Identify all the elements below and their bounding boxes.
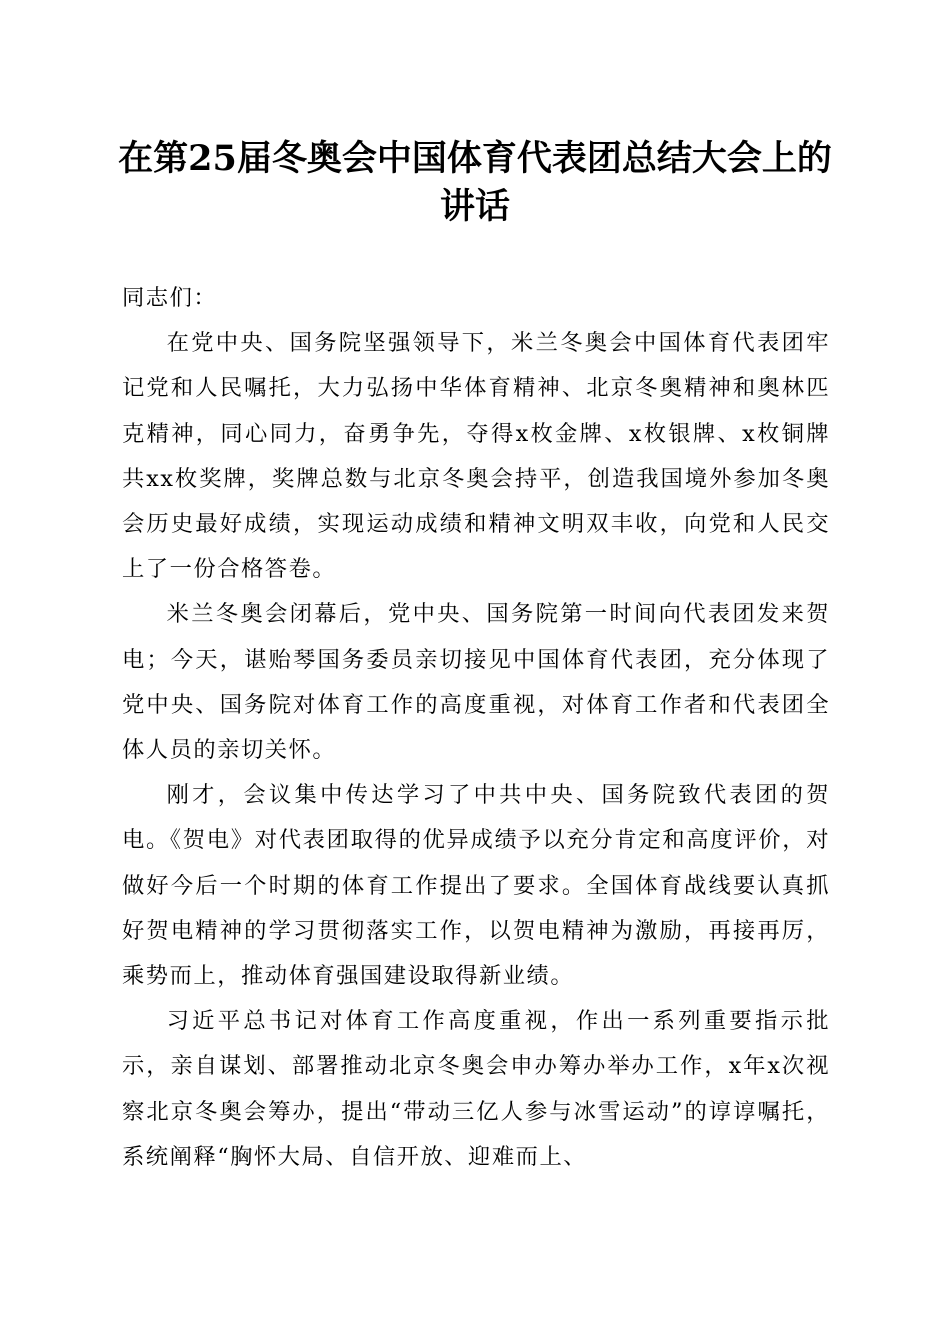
paragraph-4: 习近平总书记对体育工作高度重视，作出一系列重要指示批示，亲自谋划、部署推动北京冬奥会申办筹办举办工作，x年x次视察北京冬奥会筹办，提出“带动三亿人参与冰雪运动”的谆谆嘱托，系统阐释“胸怀大局、自信开放、迎难而上、: [122, 1008, 830, 1170]
document-title: 在第25届冬奥会中国体育代表团总结大会上的讲话: [118, 138, 832, 227]
document-body: [122, 276, 830, 1180]
paragraph-3: 刚才，会议集中传达学习了中共中央、国务院致代表团的贺电。《贺电》对代表团取得的优异成绩予以充分肯定和高度评价，对做好今后一个时期的体育工作提出了要求。全国体育战线要认真抓好贺电精神的学习贯彻落实工作，以贺电精神为激励，再接再厉，乘势而上，推动体育强国建设取得新业绩。: [122, 782, 830, 990]
paragraph-1: 在党中央、国务院坚强领导下，米兰冬奥会中国体育代表团牢记党和人民嘱托，大力弘扬中华体育精神、北京冬奥精神和奥林匹克精神，同心同力，奋勇争先，夺得x枚金牌、x枚银牌、x枚铜牌共xx枚奖牌，奖牌总数与北京冬奥会持平，创造我国境外参加冬奥会历史最好成绩，实现运动成绩和精神文明双丰收，向党和人民交上了一份合格答卷。: [122, 330, 830, 583]
salutation: 同志们：: [122, 285, 218, 311]
paragraph-2: 米兰冬奥会闭幕后，党中央、国务院第一时间向代表团发来贺电；今天，谌贻琴国务委员亲切接见中国体育代表团，充分体现了党中央、国务院对体育工作的高度重视，对体育工作者和代表团全体人员的亲切关怀。: [122, 601, 830, 764]
